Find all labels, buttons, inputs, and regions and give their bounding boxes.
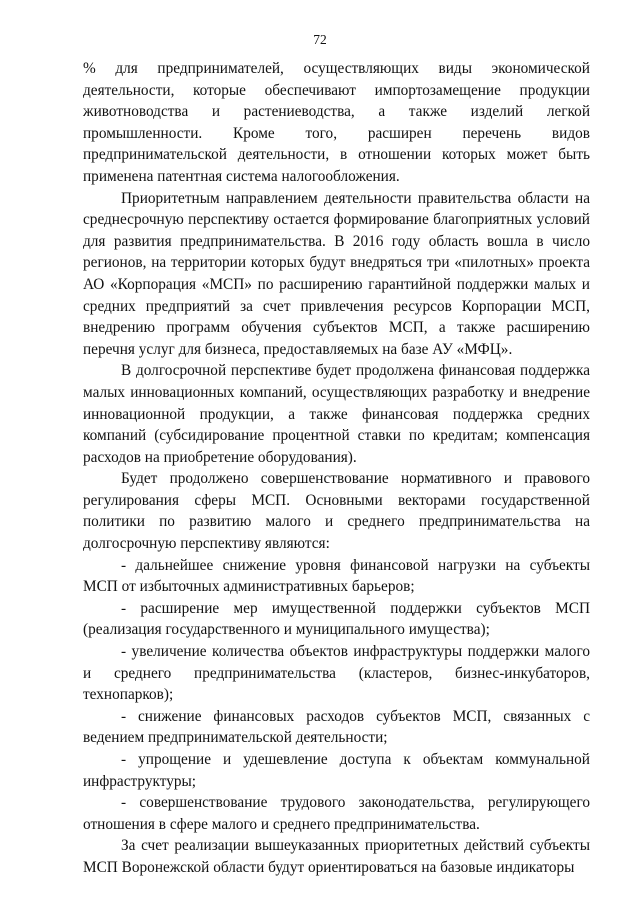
paragraph-priority-direction: Приоритетным направлением деятельности правительства области на среднесрочную перспективу остается формирование благоприятных условий для развития предпринимательства. В 2016 году область вошла в число регионов, на территории которых будут внедряться три «пилотных» проекта АО «Корпорация «МСП» по расширению гарантийной поддержки малых и средних предприятий за счет привлечения ресурсов Корпорации МСП, внедрению программ обучения субъектов МСП, а также расширению перечня услуг для бизнеса, предоставляемых на базе АУ «МФЦ». bbox=[83, 189, 590, 358]
list-item: - увеличение количества объектов инфраструктуры поддержки малого и среднего предпринимательства (кластеров, бизнес-инкубаторов, технопарков); bbox=[83, 643, 590, 704]
paragraph-regulation: Будет продолжено совершенствование нормативного и правового регулирования сферы МСП. Основными векторами государственной политики по развитию малого и среднего предпринимательства на долгосрочную перспективу являются: bbox=[83, 470, 590, 553]
list-item: - дальнейшее снижение уровня финансовой нагрузки на субъекты МСП от избыточных административных барьеров; bbox=[83, 556, 590, 596]
page-number: 72 bbox=[313, 32, 327, 47]
list-item: - совершенствование трудового законодательства, регулирующего отношения в сфере малого и среднего предпринимательства. bbox=[83, 794, 590, 833]
paragraph-conclusion: За счет реализации вышеуказанных приоритетных действий субъекты МСП Воронежской области будут ориентироваться на базовые индикаторы bbox=[83, 837, 590, 876]
paragraph-continuation: % для предпринимателей, осуществляющих виды экономической деятельности, которые обеспечивают импортозамещение продукции животноводства и растениеводства, а также изделий легкой промышленности. Кроме того, расширен перечень видов предпринимательской деятельности, в отношении которых может быть применена патентная система налогообложения. bbox=[83, 60, 590, 185]
list-item: - расширение мер имущественной поддержки субъектов МСП (реализация государственного и муниципального имущества); bbox=[83, 599, 590, 639]
body-text bbox=[83, 58, 590, 879]
list-item: - упрощение и удешевление доступа к объектам коммунальной инфраструктуры; bbox=[83, 751, 590, 790]
list-item: - снижение финансовых расходов субъектов МСП, связанных с ведением предпринимательской деятельности; bbox=[83, 707, 590, 747]
paragraph-long-term-support: В долгосрочной перспективе будет продолжена финансовая поддержка малых инновационных компаний, осуществляющих разработку и внедрение инновационной продукции, а также финансовая поддержка средних компаний (субсидирование процентной ставки по кредитам; компенсация расходов на приобретение оборудования). bbox=[83, 362, 590, 466]
